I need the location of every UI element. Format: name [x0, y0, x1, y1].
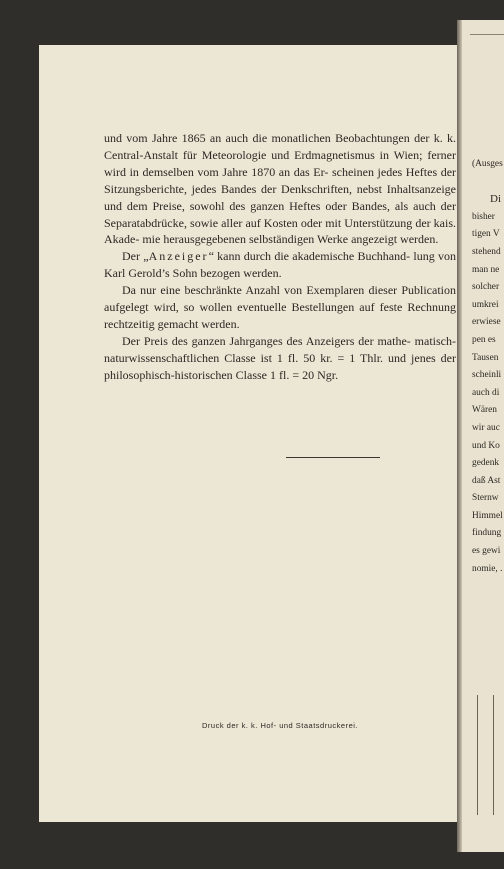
facing-line: wir auc [472, 422, 500, 433]
text-line: Publication aufgelegt wird, so wollen eventuelle Bestellungen [104, 283, 456, 315]
facing-line: auch di [472, 387, 500, 398]
text-line: lung von Karl Gerold’s Sohn bezogen werden. [104, 249, 456, 281]
paragraph-2 [104, 248, 456, 282]
text-line: Der Preis des ganzen Jahrganges des Anzeigers der mathe- [122, 333, 411, 348]
facing-line: stehend [472, 246, 501, 257]
facing-line: Himmel [472, 510, 503, 521]
text-line: der k. k. Central-Anstalt für Meteorologie und Erdmagnetismus [104, 131, 457, 162]
text-line: matisch-naturwissenschaftlichen Classe ist 1 fl. 50 kr. = 1 Thlr. [104, 333, 456, 365]
text-fragment: “ kann durch die akademische Buchhand- [208, 249, 411, 264]
facing-line: solcher [472, 282, 500, 293]
facing-line: umkrei [472, 299, 499, 310]
text-line: sowie aller auf Kosten oder mit Unterstützung der kais. Akade- [104, 215, 457, 247]
paragraph-3 [104, 282, 456, 333]
facing-line [472, 174, 503, 192]
facing-line: gedenk [472, 458, 500, 469]
text-line: in Wien; ferner wird in demselben vom Jahre 1870 an das Er- [104, 147, 456, 179]
facing-line: Di [490, 193, 501, 206]
facing-line: pen es [472, 334, 496, 345]
text-line: Da nur eine beschränkte Anzahl von Exemplaren dieser [122, 283, 398, 298]
table-rule [477, 695, 478, 815]
text-line: auf feste Rechnung rechtzeitig gemacht werden. [104, 300, 457, 331]
facing-line: Sternw [472, 493, 499, 504]
facing-line: (Ausges [472, 159, 503, 169]
text-fragment: Der „ [122, 249, 149, 264]
anzeiger-spaced-word: Anzeiger [148, 249, 209, 264]
table-rule [493, 695, 494, 815]
text-line: scheinen jedes Heftes der Sitzungsberichte, jedes Bandes der [104, 164, 457, 196]
paragraph-1 [104, 130, 456, 248]
printer-imprint: Druck der k. k. Hof- und Staatsdruckerei. [202, 721, 358, 730]
facing-line: nomie, . [472, 563, 503, 574]
text-line: mie herausgegebenen selbständigen Werke angezeigt werden. [142, 232, 439, 247]
facing-line: es gewi [472, 546, 501, 557]
text-line: Denkschriften, nebst Inhaltsanzeige und dem Preise, sowohl des [104, 181, 456, 213]
text-line: und jenes der philosophisch-historischen Classe 1 fl. = 20 Ngr. [104, 350, 456, 382]
text-line: ganzen Heftes oder Bandes, als auch der Separatabdrücke, [104, 198, 457, 230]
text-line: und vom Jahre 1865 an auch die monatlichen Beobachtungen [104, 131, 410, 145]
facing-line: findung [472, 528, 502, 539]
facing-line: daß Ast [472, 475, 501, 486]
facing-line: bisher [472, 211, 495, 222]
paragraph-4 [104, 333, 456, 384]
facing-page-top-rule [470, 34, 504, 35]
facing-line: tigen V [472, 229, 500, 240]
facing-line: erwiese [472, 317, 501, 328]
facing-line: Wären [472, 405, 497, 416]
facing-page-text [472, 156, 503, 578]
facing-line: man ne [472, 264, 500, 275]
facing-line: und Ko [472, 440, 500, 451]
section-divider-rule [286, 457, 380, 458]
facing-line: scheinli [472, 370, 502, 381]
facing-line: Tausen [472, 352, 499, 363]
page-body-text [104, 130, 456, 384]
gutter-shadow [457, 20, 462, 852]
facing-page-table-rules [463, 695, 504, 815]
